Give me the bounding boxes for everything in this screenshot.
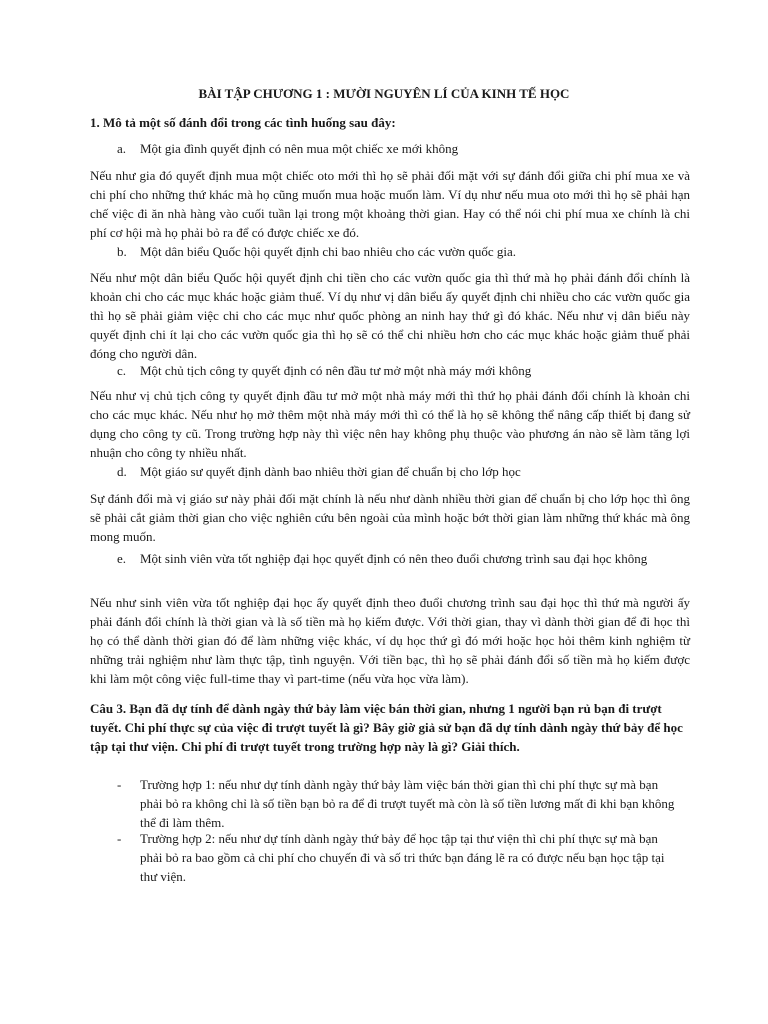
question-1-item-e (117, 549, 677, 568)
item-text: Một dân biểu Quốc hội quyết định chi bao nhiêu cho các vườn quốc gia. (140, 244, 517, 259)
item-text: Một chủ tịch công ty quyết định có nên đầu tư mở một nhà máy mới không (140, 363, 532, 378)
item-text: Một giáo sư quyết định dành bao nhiêu thời gian để chuẩn bị cho lớp học (140, 464, 521, 479)
answer-c-paragraph: Nếu như vị chủ tịch công ty quyết định đầu tư mở một nhà máy mới thì thứ họ phải đánh đổi chính là khoản chi cho các mục khác. Nếu như họ mở thêm một nhà máy mới thì có thể là họ sẽ không thể nâng cấp thiết bị đang sử dụng cho công ty cũ. Trong trường hợp này thì việc nên hay không phụ thuộc vào phương án nào sẽ làm tăng lợi nhuận cho công ty nhiều nhất. (90, 388, 690, 460)
document-title: BÀI TẬP CHƯƠNG 1 : MƯỜI NGUYÊN LÍ CỦA KINH TẾ HỌC (198, 86, 570, 101)
answer-a-paragraph: Nếu như gia đó quyết định mua một chiếc oto mới thì họ sẽ phải đối mặt với sự đánh đổi giữa chi phí mua xe và chi phí cho những thứ khác mà họ cũng muốn mua hoặc muốn làm. Ví dụ như nếu mua oto mới thì họ sẽ phải hạn chế việc đi ăn nhà hàng vào cuối tuần lại trong một khoảng thời gian. Hay có thể nói chi phí mua xe chính là chi phí cơ hội mà họ phải bỏ ra để có được chiếc xe đó. (90, 168, 690, 240)
item-marker: d. (117, 464, 127, 479)
question-1-item-a (117, 139, 677, 158)
item-marker: e. (117, 551, 127, 566)
question-1-item-d (117, 462, 677, 481)
question-3-heading: Câu 3. Bạn đã dự tính để dành ngày thứ bảy làm việc bán thời gian, nhưng 1 người bạn rủ bạn đi trượt tuyết. Chi phí thực sự của việc đi trượt tuyết là gì? Bây giờ giả sử bạn đã dự tính dành ngày thứ bảy để học tập tại thư viện. Chi phí đi trượt tuyết trong trường hợp này là gì? Giải thích. (90, 701, 683, 754)
case-text: Trường hợp 1: nếu như dự tính dành ngày thứ bảy làm việc bán thời gian thì chi phí thực sự mà bạn phải bỏ ra không chỉ là số tiền bạn bỏ ra để đi trượt tuyết mà còn là số tiền lương mất đi khi bạn không thể đi làm thêm. (140, 777, 675, 830)
answer-b-paragraph: Nếu như một dân biểu Quốc hội quyết định chi tiền cho các vườn quốc gia thì thứ mà họ phải đánh đổi chính là khoản chi cho các mục khác hoặc giảm thuế. Ví dụ như vị dân biểu ấy quyết định chi nhiều cho các vườn quốc gia thì họ sẽ phải giảm việc chi cho các mục như quốc phòng an ninh hay thứ gì đó khác. Nếu như vị dân biểu này quyết định chi ít lại cho các vườn quốc gia thì họ sẽ có thể chi nhiều hơn cho các mục khác hoặc giảm thuế phải đóng cho người dân. (90, 270, 690, 361)
case-text: Trường hợp 2: nếu như dự tính dành ngày thứ bảy để học tập tại thư viện thì chi phí thực sự mà bạn phải bỏ ra bao gồm cả chi phí cho chuyến đi và số tri thức bạn đáng lẽ ra có được nếu bạn học tập tại thư viện. (140, 831, 665, 884)
answer-d-paragraph: Sự đánh đổi mà vị giáo sư này phải đối mặt chính là nếu như dành nhiều thời gian để chuẩn bị cho lớp học thì ông sẽ phải cắt giảm thời gian cho việc nghiên cứu bên ngoài của mình hoặc bớt thời gian làm những thứ khác mà ông mong muốn. (90, 491, 690, 544)
item-marker: a. (117, 141, 127, 156)
answer-e-paragraph: Nếu như sinh viên vừa tốt nghiệp đại học ấy quyết định theo đuổi chương trình sau đại học thì thứ mà người ấy phải đánh đổi chính là thời gian và là số tiền mà họ kiếm được. Với thời gian, thay vì dành thời gian để đi học thì họ có thể dành thời gian đó để làm những việc khác, ví dụ học thứ gì đó mới hoặc học hỏi thêm kinh nghiệm từ những trải nghiệm như làm thực tập, tình nguyện. Với tiền bạc, thì họ sẽ phải đánh đổi số tiền mà họ kiếm được khi làm một công việc full-time thay vì part-time (nếu vừa học vừa làm). (90, 595, 690, 686)
question-3-case-1 (117, 775, 677, 832)
question-1-item-b (117, 242, 677, 261)
item-text: Một sinh viên vừa tốt nghiệp đại học quyết định có nên theo đuổi chương trình sau đại học không (140, 551, 648, 566)
question-3-case-2 (117, 829, 677, 886)
item-text: Một gia đình quyết định có nên mua một chiếc xe mới không (140, 141, 459, 156)
question-1-item-c (117, 361, 677, 380)
item-marker: c. (117, 363, 127, 378)
dash-marker: - (117, 831, 122, 846)
item-marker: b. (117, 244, 127, 259)
dash-marker: - (117, 777, 122, 792)
question-1-heading: 1. Mô tả một số đánh đổi trong các tình huống sau đây: (90, 115, 396, 130)
